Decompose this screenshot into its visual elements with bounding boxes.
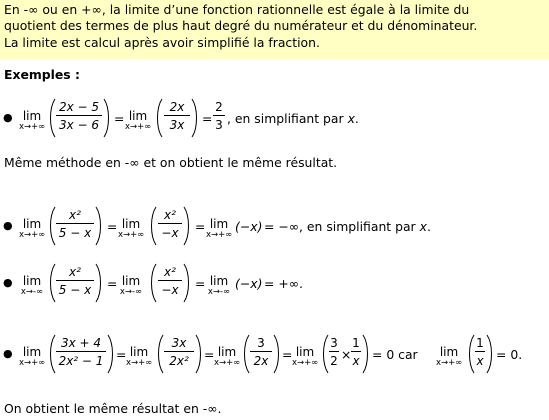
examples-heading: Exemples : — [4, 67, 80, 82]
left-parenthesis — [155, 98, 163, 138]
right-parenthesis — [273, 334, 281, 374]
intro-line-2: quotient des termes de plus haut degré du numérateur et du dénominateur. — [4, 18, 478, 33]
left-parenthesis — [467, 334, 475, 374]
limit-operator: lim x→+∞ — [214, 345, 241, 368]
fraction: 2 3 — [213, 100, 225, 132]
fraction: 3 2x — [250, 336, 272, 368]
limit-operator: lim x→-∞ — [207, 274, 231, 297]
left-parenthesis — [48, 206, 56, 246]
equals-sign: = — [116, 347, 127, 362]
result: = −∞, en simplifiant par x. — [264, 219, 431, 234]
fraction: 3 2 — [330, 336, 338, 368]
result-text: = 0. — [496, 347, 523, 362]
left-parenthesis — [48, 98, 56, 138]
explanation-text: , en simplifiant par x. — [227, 111, 359, 126]
left-parenthesis — [48, 263, 56, 303]
equals-sign: = — [107, 276, 118, 291]
equals-sign: = — [204, 347, 215, 362]
equals-sign: = — [114, 111, 125, 126]
limit-operator: lim x→+∞ — [19, 109, 46, 132]
right-parenthesis — [107, 334, 115, 374]
expression: (−x) — [235, 276, 263, 291]
right-parenthesis — [95, 263, 103, 303]
limit-operator: lim x→+∞ — [436, 345, 463, 368]
bullet-icon: ● — [3, 347, 13, 360]
fraction: 3x + 4 2x² − 1 — [56, 336, 106, 368]
intro-line-3: La limite est calcul après avoir simplifié la fraction. — [4, 35, 320, 50]
times-sign: × — [341, 347, 352, 362]
right-parenthesis — [362, 334, 370, 374]
fraction: x² 5 − x — [56, 208, 94, 240]
fraction: x² 5 − x — [56, 265, 94, 297]
left-parenthesis — [242, 334, 250, 374]
limit-operator: lim x→+∞ — [19, 217, 46, 240]
fraction: x² −x — [158, 208, 182, 240]
equals-sign: = — [107, 219, 118, 234]
left-parenthesis — [321, 334, 329, 374]
right-parenthesis — [183, 263, 191, 303]
right-parenthesis — [95, 206, 103, 246]
limit-operator: lim x→+∞ — [118, 217, 145, 240]
intro-line-1: En -∞ ou en +∞, la limite d’une fonction rationnelle est égale à la limite du — [4, 2, 470, 17]
left-parenthesis — [149, 206, 157, 246]
limit-operator: lim x→-∞ — [119, 274, 143, 297]
limit-operator: lim x→+∞ — [125, 109, 152, 132]
limit-operator: lim x→+∞ — [206, 217, 233, 240]
equals-sign: = — [195, 276, 206, 291]
limit-operator: lim x→+∞ — [292, 345, 319, 368]
limit-operator: lim x→-∞ — [20, 274, 44, 297]
limit-operator: lim x→+∞ — [126, 345, 153, 368]
fraction: 1 x — [352, 336, 360, 368]
equals-sign: = — [202, 111, 213, 126]
same-method-text: Même méthode en -∞ et on obtient le même résultat. — [4, 155, 338, 170]
right-parenthesis — [183, 206, 191, 246]
bullet-icon: ● — [3, 111, 13, 124]
right-parenthesis — [191, 98, 199, 138]
equals-sign: = — [282, 347, 293, 362]
bullet-icon: ● — [3, 219, 13, 232]
fraction: 2x − 5 3x − 6 — [56, 100, 102, 132]
fraction: 3x 2x² — [164, 336, 194, 368]
left-parenthesis — [149, 263, 157, 303]
limit-operator: lim x→+∞ — [19, 345, 46, 368]
right-parenthesis — [195, 334, 203, 374]
left-parenthesis — [48, 334, 56, 374]
expression: (−x) — [235, 219, 263, 234]
result: = +∞. — [264, 276, 303, 291]
left-parenthesis — [156, 334, 164, 374]
equals-sign: = — [195, 219, 206, 234]
fraction: 2x 3x — [164, 100, 190, 132]
result-text: = 0 car — [372, 347, 418, 362]
bullet-icon: ● — [3, 276, 13, 289]
fraction: x² −x — [158, 265, 182, 297]
fraction: 1 x — [476, 336, 484, 368]
right-parenthesis — [486, 334, 494, 374]
right-parenthesis — [103, 98, 111, 138]
conclusion-text: On obtient le même résultat en -∞. — [4, 401, 222, 416]
